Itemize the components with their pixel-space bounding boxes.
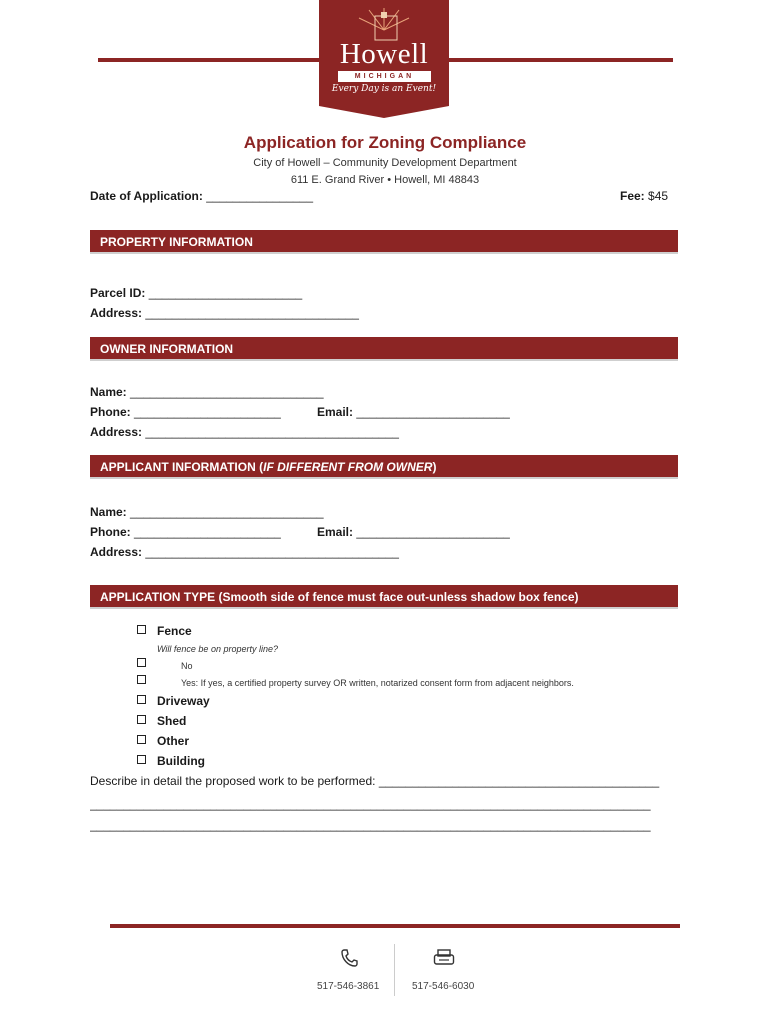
owner-name-field[interactable] [90, 385, 324, 399]
phone-icon [340, 948, 358, 973]
owner-name-blank[interactable]: _____________________________ [126, 385, 324, 399]
section-application-type [90, 585, 678, 609]
property-address-field[interactable] [90, 306, 359, 320]
section-property-information [90, 230, 678, 254]
applicant-address-field[interactable] [90, 545, 399, 559]
owner-phone-label: Phone: [90, 405, 131, 419]
fee-value: $45 [648, 189, 669, 203]
logo-state: MICHIGAN [338, 71, 431, 82]
work-description-blank[interactable]: __________________________________________ [375, 774, 660, 788]
department-line: City of Howell – Community Development Department [253, 157, 517, 169]
applicant-name-blank[interactable]: _____________________________ [126, 505, 324, 519]
fence-checkbox[interactable] [137, 625, 146, 634]
shed-label: Shed [157, 714, 187, 728]
phone-number: 517-546-3861 [317, 981, 380, 992]
building-label: Building [157, 754, 205, 768]
no-label: No [181, 661, 193, 671]
logo-tagline: Every Day is an Event! [331, 84, 437, 94]
parcel-id-label: Parcel ID: [90, 286, 146, 300]
work-description-line-2[interactable]: ____________________________________________________________________________________ [90, 797, 651, 811]
driveway-checkbox[interactable] [137, 695, 146, 704]
section-owner-information [90, 337, 678, 361]
owner-email-field[interactable] [317, 405, 510, 419]
section-heading: PROPERTY INFORMATION [100, 235, 253, 249]
yes-label: Yes: If yes, a certified property survey OR written, notarized consent form from adjacent neighbors. [181, 678, 574, 688]
footer-rule [110, 924, 680, 928]
owner-email-label: Email: [317, 405, 354, 419]
applicant-phone-field[interactable] [90, 525, 281, 539]
date-label: Date of Application: [90, 189, 203, 203]
applicant-phone-blank[interactable]: ______________________ [130, 525, 281, 539]
no-checkbox[interactable] [137, 658, 146, 667]
footer-divider [394, 944, 395, 996]
page-title: Application for Zoning Compliance [243, 133, 527, 152]
parcel-id-blank[interactable]: _______________________ [145, 286, 303, 300]
other-checkbox[interactable] [137, 735, 146, 744]
heading-italic: IF DIFFERENT FROM OWNER [263, 460, 433, 474]
logo-wordmark: Howell [339, 38, 429, 70]
date-of-application[interactable] [90, 189, 313, 203]
owner-phone-field[interactable] [90, 405, 281, 419]
fax-icon [433, 949, 455, 972]
property-address-label: Address: [90, 306, 143, 320]
building-checkbox[interactable] [137, 755, 146, 764]
applicant-address-label: Address: [90, 545, 143, 559]
address-line: 611 E. Grand River • Howell, MI 48843 [290, 174, 480, 186]
applicant-name-field[interactable] [90, 505, 324, 519]
parcel-id-field[interactable] [90, 286, 302, 300]
work-description-line-3[interactable]: ____________________________________________________________________________________ [90, 818, 651, 832]
fee-label: Fee: [620, 189, 645, 203]
applicant-email-label: Email: [317, 525, 354, 539]
fee [620, 189, 668, 203]
fence-label: Fence [157, 624, 192, 638]
applicant-name-label: Name: [90, 505, 127, 519]
work-description-label: Describe in detail the proposed work to be performed: [90, 774, 376, 788]
applicant-email-blank[interactable]: _______________________ [353, 525, 510, 539]
heading-post: ) [432, 460, 437, 474]
owner-phone-blank[interactable]: ______________________ [130, 405, 281, 419]
owner-email-blank[interactable]: _______________________ [353, 405, 510, 419]
applicant-email-field[interactable] [317, 525, 510, 539]
driveway-label: Driveway [157, 694, 210, 708]
section-heading: OWNER INFORMATION [100, 342, 234, 356]
fence-question: Will fence be on property line? [157, 644, 278, 654]
section-heading: APPLICATION TYPE (Smooth side of fence must face out-unless shadow box fence) [100, 590, 579, 604]
section-applicant-information [90, 455, 678, 479]
yes-checkbox[interactable] [137, 675, 146, 684]
owner-address-label: Address: [90, 425, 143, 439]
applicant-phone-label: Phone: [90, 525, 131, 539]
date-blank[interactable]: ________________ [206, 189, 314, 203]
applicant-address-blank[interactable]: ______________________________________ [142, 545, 399, 559]
other-label: Other [157, 734, 190, 748]
shed-checkbox[interactable] [137, 715, 146, 724]
owner-address-blank[interactable]: ______________________________________ [142, 425, 399, 439]
owner-address-field[interactable] [90, 425, 399, 439]
section-heading [100, 460, 436, 474]
heading-pre: APPLICANT INFORMATION ( [100, 460, 264, 474]
work-description-field[interactable] [90, 774, 659, 788]
owner-name-label: Name: [90, 385, 127, 399]
property-address-blank[interactable]: ________________________________ [142, 306, 359, 320]
fax-number: 517-546-6030 [412, 981, 475, 992]
